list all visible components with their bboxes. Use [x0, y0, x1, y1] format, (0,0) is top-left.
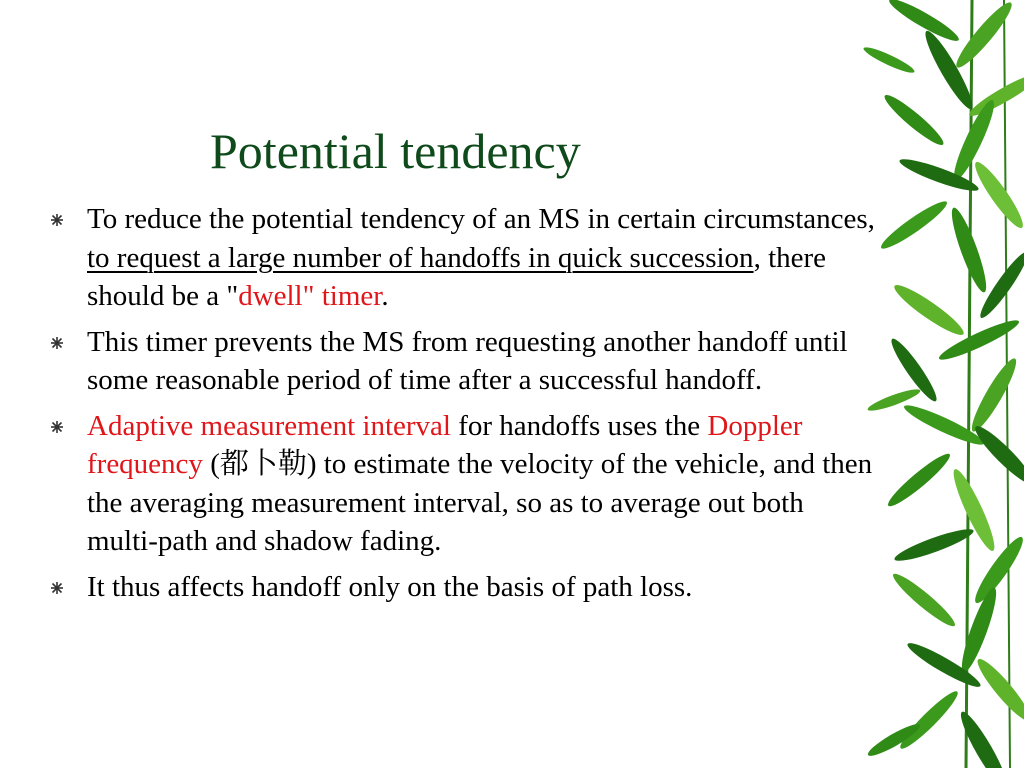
bullet-item	[50, 200, 880, 316]
bullet-text-segment: To reduce the potential tendency of an MS in certain circumstances,	[87, 203, 875, 235]
asterisk-bullet-icon	[50, 420, 64, 434]
bullet-text-segment: for handoffs uses the	[450, 409, 708, 442]
bullet-text-segment: This timer prevents the MS from requesting another handoff until some reasonable period of time after a successful handoff.	[87, 325, 848, 396]
bullet-list	[50, 200, 880, 613]
asterisk-bullet-icon	[50, 213, 64, 227]
slide-title: Potential tendency	[210, 123, 581, 179]
asterisk-bullet-icon	[50, 581, 64, 595]
bullet-item	[50, 407, 880, 561]
bullet-text-segment: (都卜勒) to estimate the velocity of the vehicle, and then the averaging measurement interval, so as to average out both multi-path and shadow fading.	[87, 448, 873, 557]
bullet-item	[50, 323, 880, 400]
bullet-text-segment: Doppler frequency	[87, 409, 803, 480]
bullet-text-segment: Adaptive measurement interval	[87, 409, 451, 442]
bullet-text-segment: .	[381, 280, 389, 312]
asterisk-bullet-icon	[50, 336, 64, 350]
bullet-text-segment: It thus affects handoff only on the basis of path loss.	[87, 570, 693, 603]
bullet-item	[50, 568, 880, 607]
bullet-text-segment: dwell" timer	[238, 280, 382, 312]
bullet-text-segment: , there should be a "	[87, 241, 827, 312]
bullet-text-segment: to request a large number of handoffs in quick succession	[87, 241, 754, 274]
